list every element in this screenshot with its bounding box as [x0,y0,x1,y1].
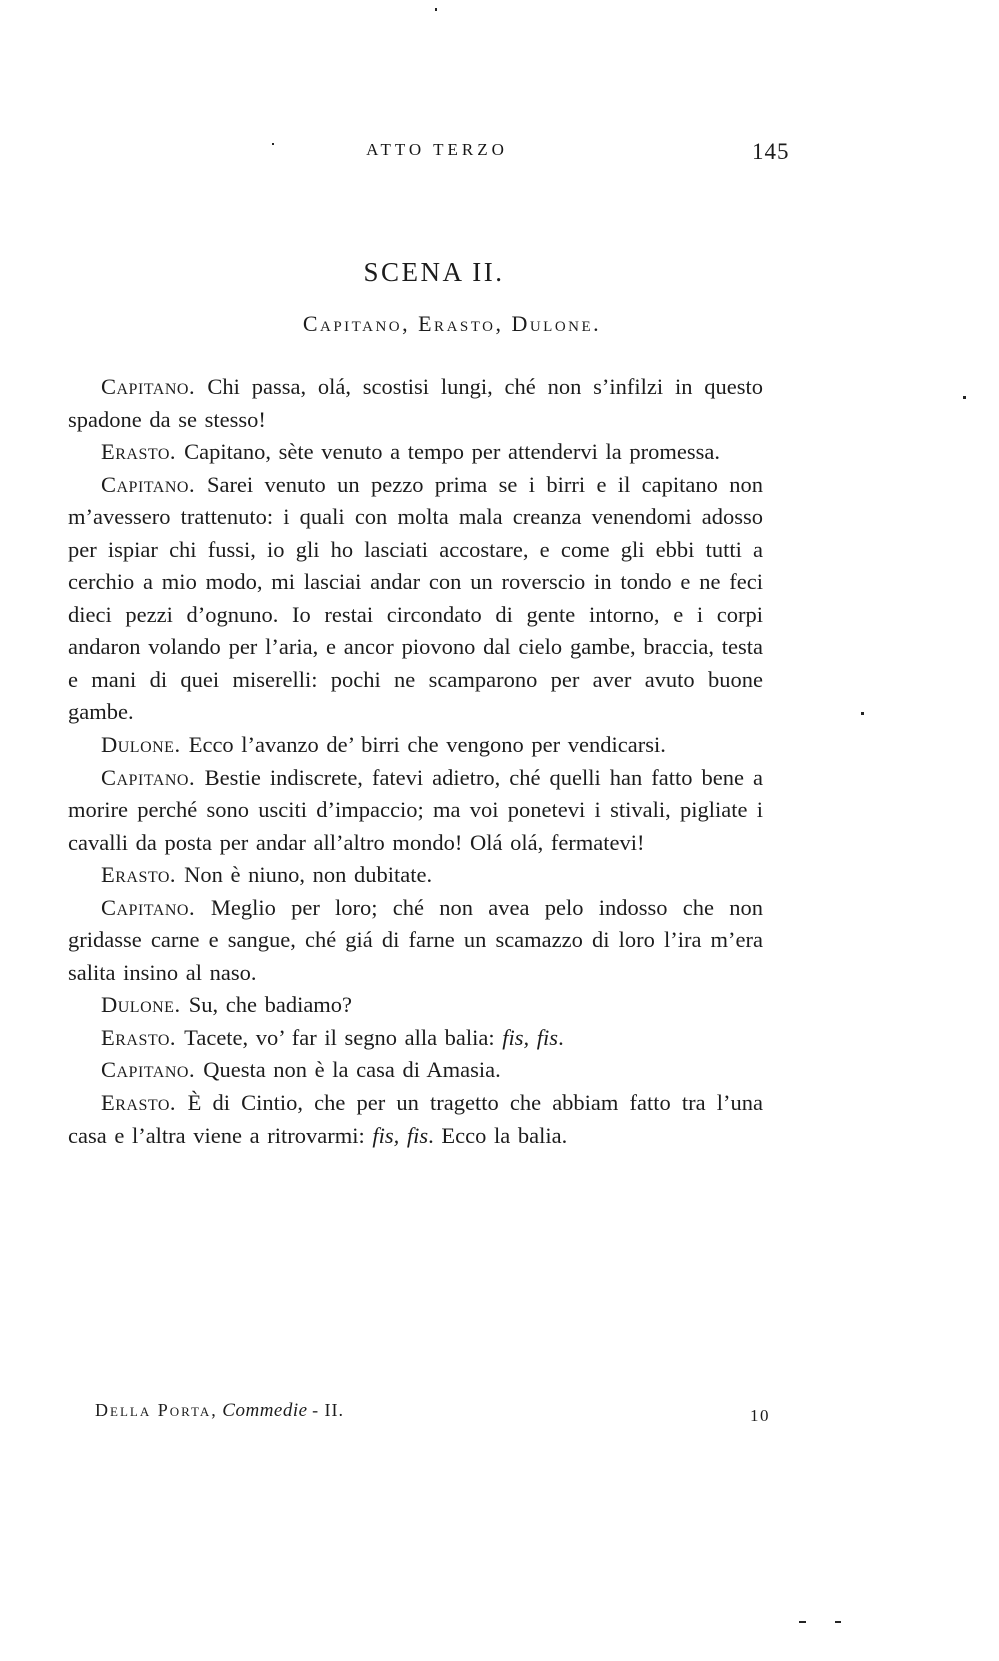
speaker-name: Erasto. [101,1090,188,1116]
footer-volume: - II. [312,1400,345,1420]
dialogue-text: Non è niuno, non dubitate. [184,862,433,888]
dialogue-block [68,371,763,1152]
speaker-name: Dulone. [101,732,189,758]
characters-list: Capitano, Erasto, Dulone. [302,311,602,336]
footer-author: Della Porta, [95,1400,218,1420]
dialogue-text: Chi passa, olá, scostisi lungi, ché non s’infilzi in questo spadone da se stesso! [68,374,763,432]
dialogue-paragraph [68,1087,763,1152]
dialogue-paragraph [68,859,763,892]
speaker-name: Capitano. [101,764,205,790]
dialogue-paragraph [68,892,763,990]
signature-number: 10 [750,1406,770,1425]
dialogue-text: Ecco l’avanzo de’ birri che vengono per vendicarsi. [188,732,666,758]
dialogue-paragraph [68,469,763,729]
scan-speck [272,143,274,145]
scan-speck [835,1621,841,1623]
dialogue-cue-italic: fis, fis [502,1024,559,1050]
running-header: ATTO TERZO [366,140,508,159]
footer-colophon [95,1400,344,1422]
dialogue-paragraph [68,436,763,469]
speaker-name: Erasto. [101,862,185,888]
dialogue-text: Questa non è la casa di Amasia. [203,1057,501,1083]
scene-title: SCENA II. [363,257,505,287]
dialogue-text: È di Cintio, che per un tragetto che abbiam fatto tra l’una casa e l’altra viene a ritrovarmi: [68,1090,763,1148]
dialogue-text: . Ecco la balia. [428,1122,568,1148]
speaker-name: Erasto. [101,439,185,465]
dialogue-text: . [558,1024,564,1050]
speaker-name: Erasto. [101,1024,185,1050]
dialogue-text: Meglio per loro; ché non avea pelo indosso che non gridasse carne e sangue, ché giá di farne un scamazzo di loro l’ira m’era salita insino al naso. [68,894,763,985]
dialogue-cue-italic: fis, fis [372,1122,429,1148]
scan-speck [799,1621,806,1623]
dialogue-paragraph [68,1022,763,1055]
dialogue-paragraph [68,729,763,762]
speaker-name: Capitano. [101,471,207,497]
dialogue-paragraph [68,989,763,1022]
speaker-name: Capitano. [101,894,211,920]
dialogue-paragraph [68,371,763,436]
scan-speck [435,8,437,11]
speaker-name: Capitano. [101,374,208,399]
scan-speck [963,396,966,399]
dialogue-text: Capitano, sète venuto a tempo per attendervi la promessa. [184,439,721,465]
speaker-name: Capitano. [101,1057,204,1083]
dialogue-paragraph [68,762,763,860]
dialogue-paragraph [68,1054,763,1087]
page-number: 145 [752,139,790,164]
speaker-name: Dulone. [101,992,189,1018]
dialogue-text: Tacete, vo’ far il segno alla balia: [184,1024,503,1050]
dialogue-text: Su, che badiamo? [188,992,353,1018]
footer-work-title: Commedie [222,1400,308,1421]
dialogue-text: Sarei venuto un pezzo prima se i birri e il capitano non m’avessero trattenuto: i quali con molta mala creanza venendomi adosso per ispiar chi fussi, io gli ho lasciati accostare, e come gli ebbi tutti a cerchio a mio modo, mi lasciai andar con un roverscio in tondo e ne feci dieci pezzi d’ognuno. Io restai circondato di gente intorno, e i corpi andaron volando per l’aria, e ancor piovono dal cielo gambe, braccia, testa e mani di quei miserelli: pochi ne scamparono per aver avuto buone gambe. [68,471,763,725]
dialogue-text: Bestie indiscrete, fatevi adietro, ché quelli han fatto bene a morire perché sono usciti d’impaccio; ma voi ponetevi i stivali, pigliate i cavalli da posta per andar all’altro mondo! Olá olá, fermatevi! [68,764,763,855]
scan-speck [861,712,864,715]
